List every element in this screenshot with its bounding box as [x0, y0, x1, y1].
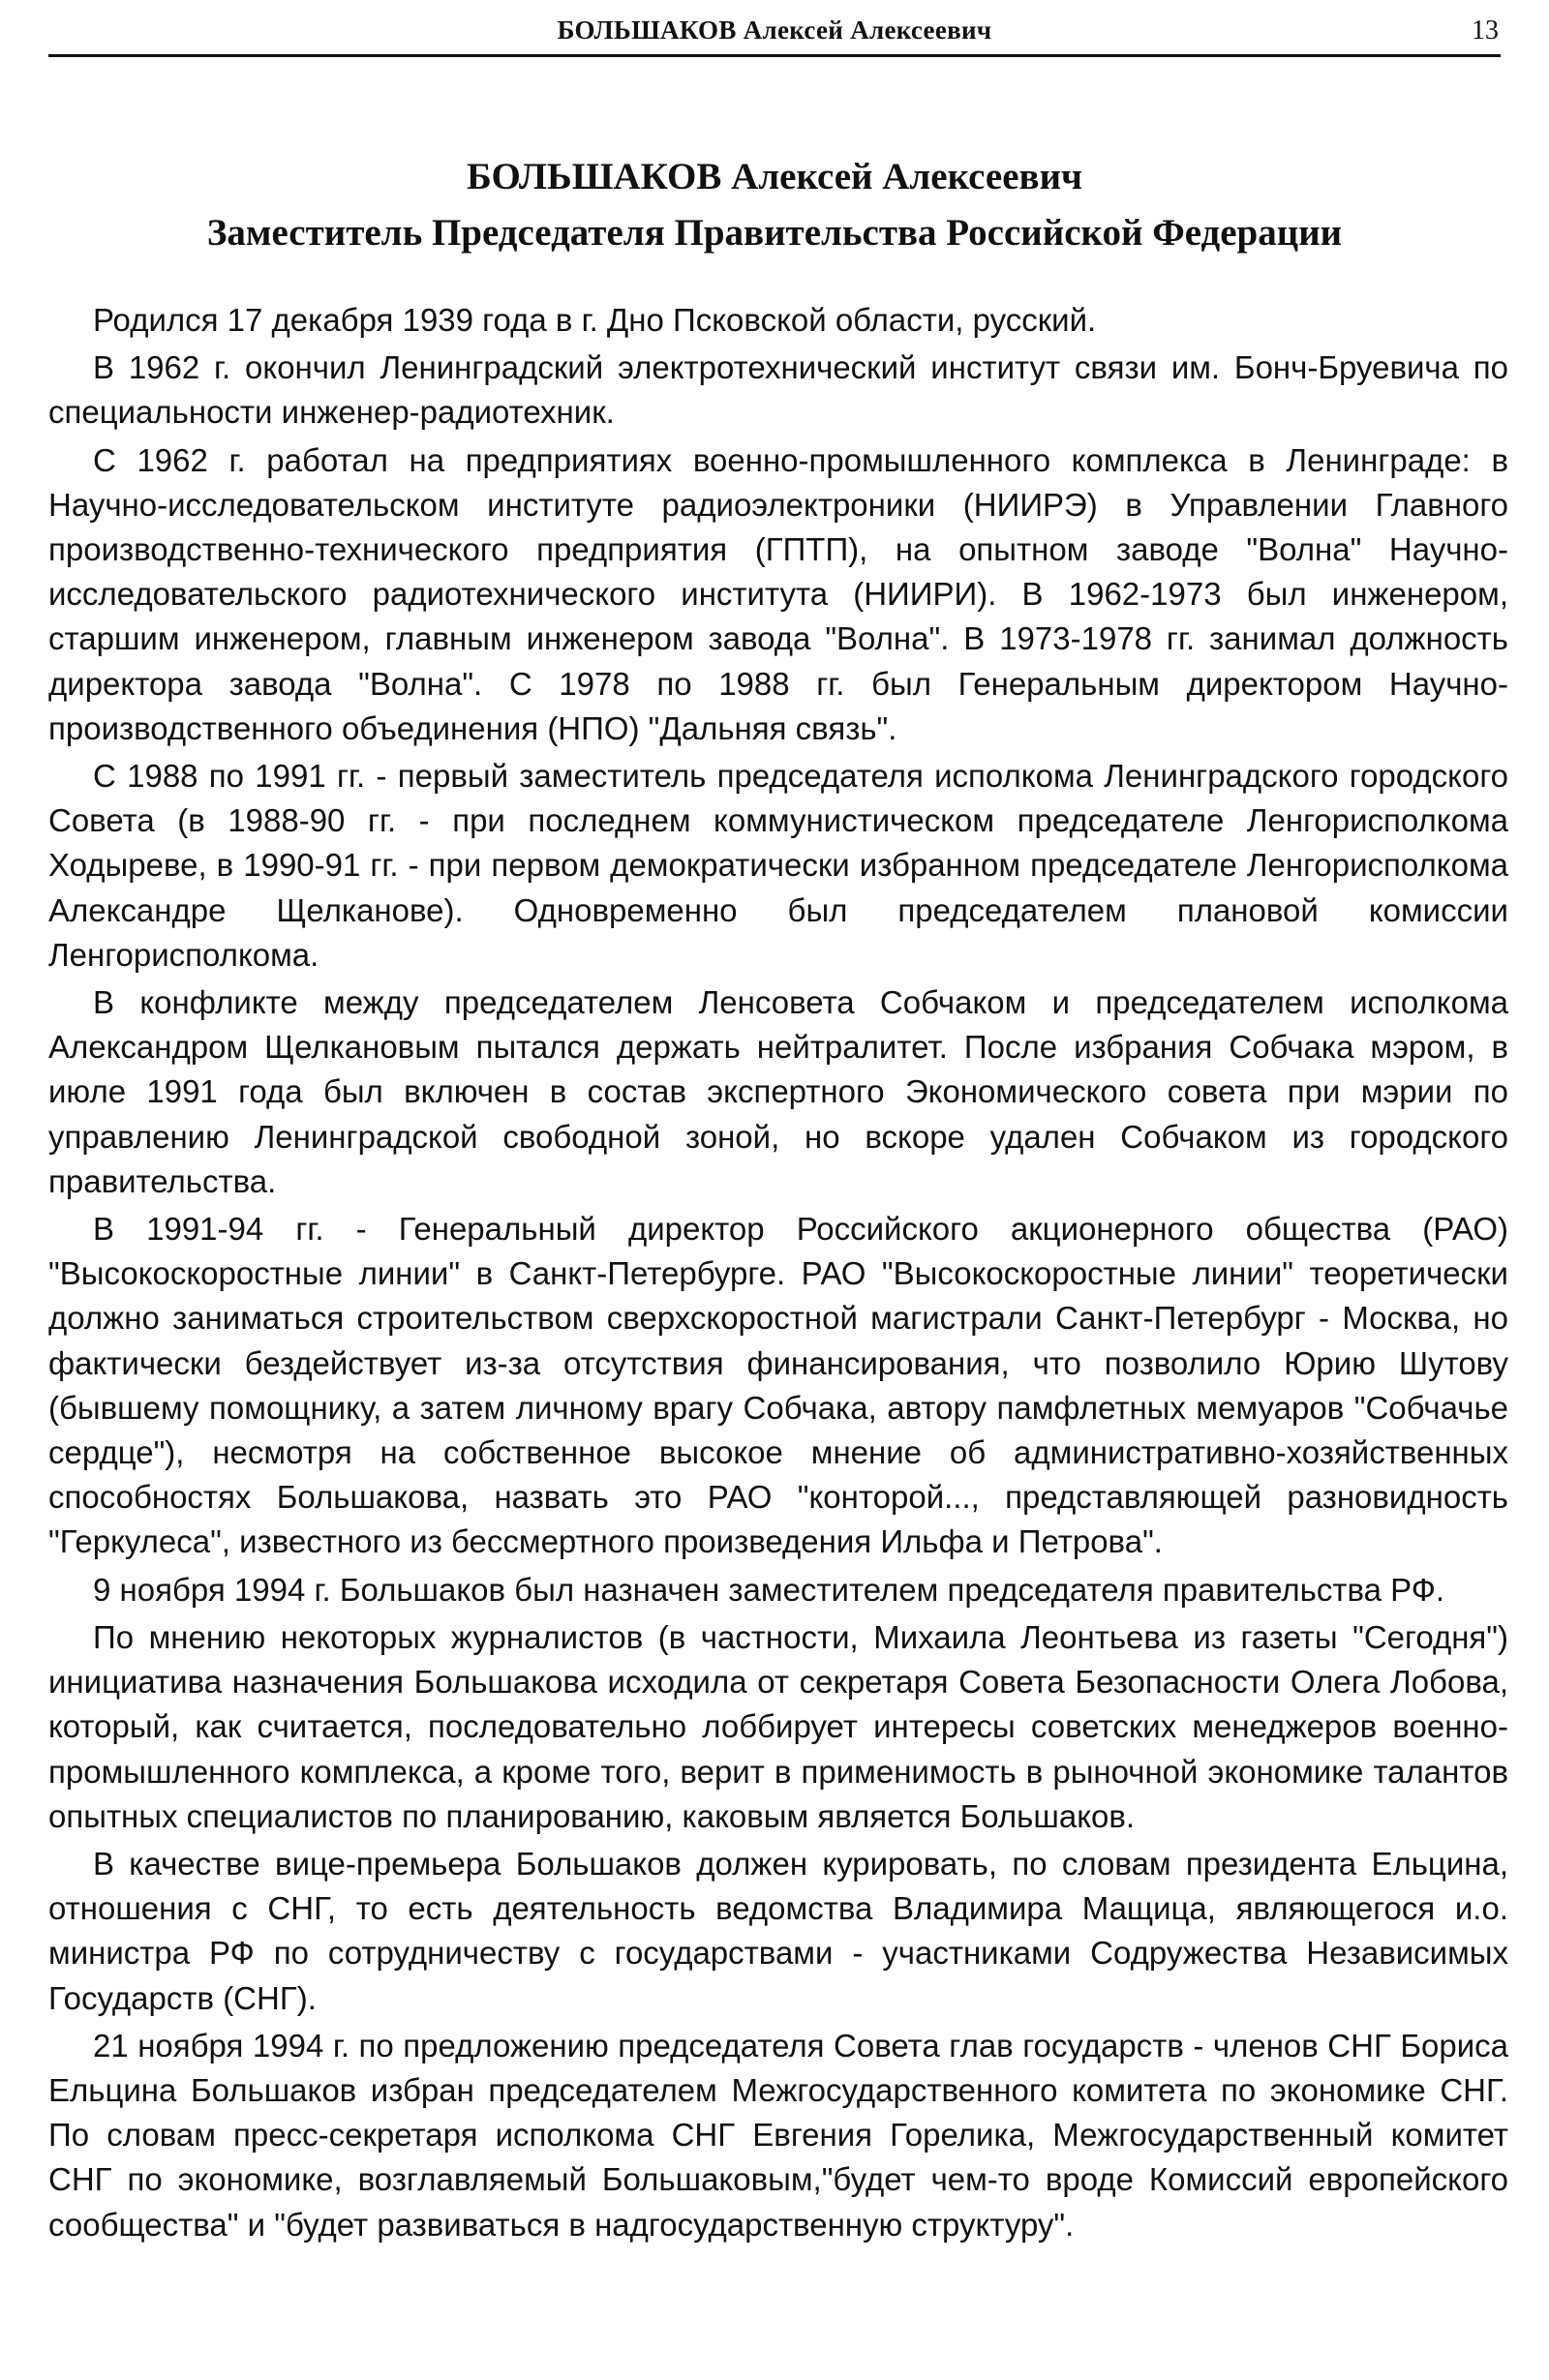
- paragraph-appointment: 9 ноября 1994 г. Большаков был назначен заместителем председателя правительства РФ.: [93, 1571, 1445, 1608]
- running-header: [48, 8, 1501, 57]
- paragraph-conflict: В конфликте между председателем Ленсовета Собчаком и председателем исполкома Александром Щелкановым пытался держать нейтралитет. После избрания Собчака мэром, в июле 1991 года был включен в состав экспертного Экономического совета при мэрии по управлению Ленинградской свободной зоной, но вскоре удален Собчаком из городского правительства.: [48, 984, 1508, 1199]
- paragraph-rao: В 1991-94 гг. - Генеральный директор Российского акционерного общества (РАО) "Высокоскоростные линии" в Санкт-Петербурге. РАО "Высокоскоростные линии" теоретически должно заниматься строительством сверхскоростной магистрали Санкт-Петербург - Москва, но фактически бездействует из-за отсутствия финансирования, что позволило Юрию Шутову (бывшему помощнику, а затем личному врагу Собчака, автору памфлетных мемуаров "Собчачье сердце"), несмотря на собственное высокое мнение об административно-хозяйственных способностях Большакова, назвать это РАО "конторой..., представляющей разновидность "Геркулеса", известного из бессмертного произведения Ильфа и Петрова".: [48, 1211, 1508, 1560]
- biography-body: [48, 298, 1508, 2250]
- paragraph-career-1962: С 1962 г. работал на предприятиях военно-промышленного комплекса в Ленинграде: в Научно-исследовательском институте радиоэлектроники (НИИРЭ) в Управлении Главного производственно-технического предприятия (ГПТП), на опытном заводе "Волна" Научно-исследовательского радиотехнического института (НИИРИ). В 1962-1973 был инженером, старшим инженером, главным инженером завода "Волна". В 1973-1978 гг. занимал должность директора завода "Волна". С 1978 по 1988 гг. был Генеральным директором Научно-производственного объединения (НПО) "Дальняя связь".: [48, 441, 1508, 746]
- paragraph-education: В 1962 г. окончил Ленинградский электротехнический институт связи им. Бонч-Бруевича по специальности инженер-радиотехник.: [48, 349, 1508, 431]
- paragraph-vice-premier: В качестве вице-премьера Большаков должен курировать, по словам президента Ельцина, отношения с СНГ, то есть деятельность ведомства Владимира Мащица, являющегося и.о. министра РФ по сотрудничеству с государствами - участниками Содружества Независимых Государств (СНГ).: [48, 1845, 1508, 2016]
- running-title: БОЛЬШАКОВ Алексей Алексеевич: [557, 15, 992, 45]
- biography-position-heading: Заместитель Председателя Правительства Российской Федерации: [206, 212, 1343, 254]
- page-number: 13: [1472, 15, 1499, 45]
- paragraph-birth: Родился 17 декабря 1939 года в г. Дно Псковской области, русский.: [93, 302, 1097, 338]
- paragraph-ispolkom: С 1988 по 1991 гг. - первый заместитель председателя исполкома Ленинградского городского Совета (в 1988-90 гг. - при последнем коммунистическом председателе Ленгорисполкома Ходыреве, в 1990-91 гг. - при первом демократически избранном председателе Ленгорисполкома Александре Щелканове). Одновременно был председателем плановой комиссии Ленгорисполкома.: [48, 758, 1508, 973]
- paragraph-journalists-opinion: По мнению некоторых журналистов (в частности, Михаила Леонтьева из газеты "Сегодня") инициатива назначения Большакова исходила от секретаря Совета Безопасности Олега Лобова, который, как считается, последовательно лоббирует интересы советских менеджеров военно-промышленного комплекса, а кроме того, верит в применимость в рыночной экономике талантов опытных специалистов по планированию, каковым является Большаков.: [48, 1618, 1508, 1834]
- paragraph-cis-committee: 21 ноября 1994 г. по предложению председателя Совета глав государств - членов СНГ Бориса Ельцина Большаков избран председателем Межгосударственного комитета по экономике СНГ. По словам пресс-секретаря исполкома СНГ Евгения Горелика, Межгосударственный комитет СНГ по экономике, возглавляемый Большаковым,"будет чем-то вроде Комиссий европейского сообщества" и "будет развиваться в надгосударственную структуру".: [48, 2027, 1508, 2243]
- biography-name-heading: БОЛЬШАКОВ Алексей Алексеевич: [466, 156, 1083, 197]
